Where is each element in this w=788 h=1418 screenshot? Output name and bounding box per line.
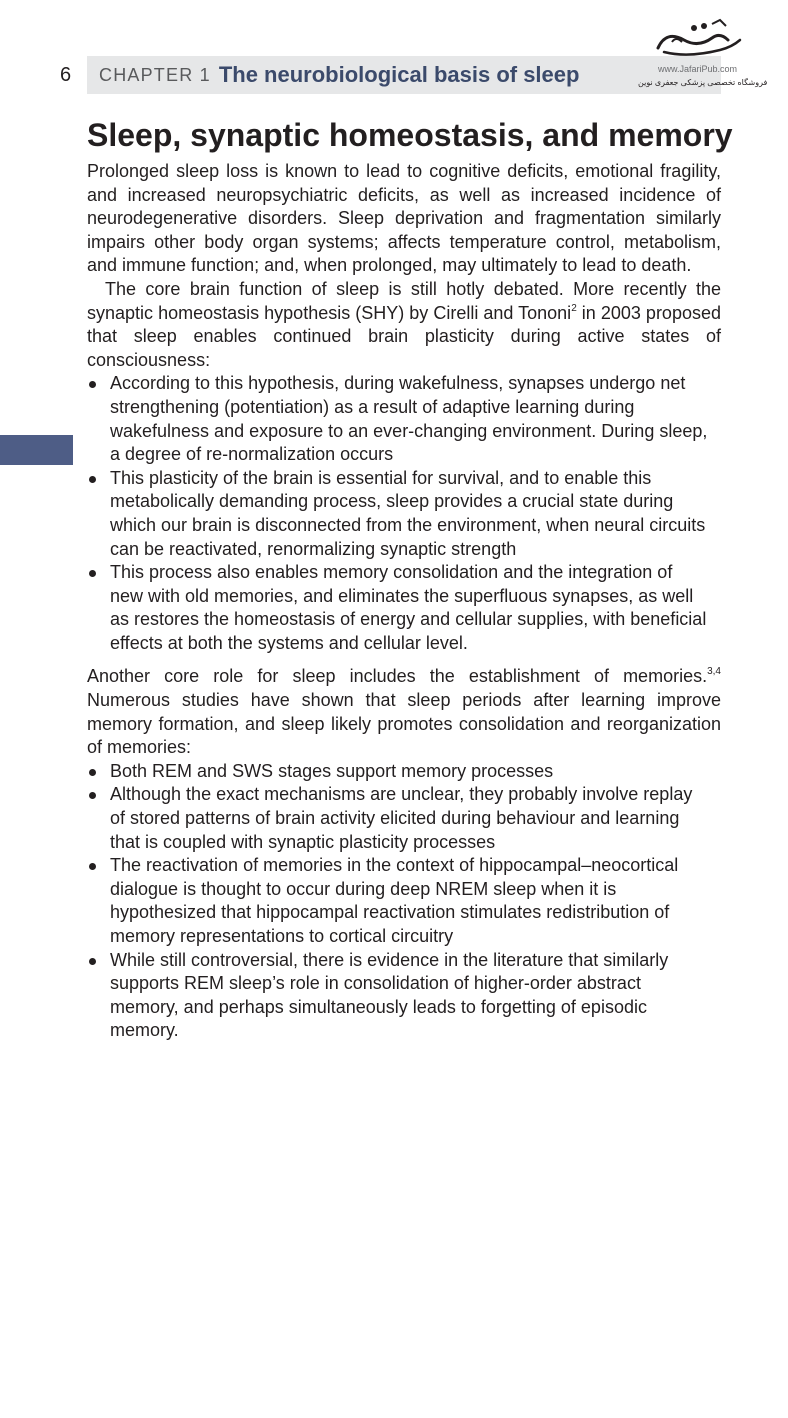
paragraph-memory-text: Another core role for sleep includes the establishment of memories.	[87, 666, 708, 687]
running-header	[87, 56, 721, 94]
chapter-title: The neurobiological basis of sleep	[218, 62, 580, 87]
list-item: According to this hypothesis, during wakefulness, synapses undergo net strengthening (potentiation) as a result of adaptive learning during wakefulness and exposure to an ever-changing environment. During sleep, a degree of re-normalization occurs	[87, 372, 721, 466]
citation-ref: 3,4	[707, 666, 721, 678]
list-item: While still controversial, there is evidence in the literature that similarly supports REM sleep’s role in consolidation of higher-order abstract memory, and perhaps simultaneously leads to forgetting of episodic memory.	[87, 949, 721, 1043]
list-item: This process also enables memory consolidation and the integration of new with old memories, and eliminates the superfluous synapses, as well as restores the homeostasis of energy and cellular supplies, with beneficial effects at both the systems and cellular level.	[87, 561, 721, 655]
paragraph-sleep-loss: Prolonged sleep loss is known to lead to cognitive deficits, emotional fragility, and increased neuropsychiatric deficits, as well as increased incidence of neurodegenerative disorders. Sleep deprivation and fragmentation similarly impairs other body organ systems; affects temperature control, metabolism, and immune function; and, when prolonged, may ultimately to lead to death.	[87, 161, 721, 276]
watermark-url: www.JafariPub.com	[658, 64, 738, 74]
paragraph-memory	[87, 665, 721, 759]
paragraph-memory-text-cont: Numerous studies have shown that sleep periods after learning improve memory formation, and sleep likely promotes consolidation and reorganization of memories:	[87, 690, 721, 758]
publisher-logo-icon	[628, 18, 768, 66]
publisher-watermark	[628, 18, 768, 96]
citation-ref: 2	[571, 302, 577, 314]
list-item: The reactivation of memories in the context of hippocampal–neocortical dialogue is thought to occur during deep NREM sleep when it is hypothesized that hippocampal reactivation stimulates redistribution of memory representations to cortical circuitry	[87, 854, 721, 948]
paragraph-shy	[87, 278, 721, 372]
body-text	[87, 160, 721, 1043]
list-item: Both REM and SWS stages support memory processes	[87, 760, 721, 784]
list-item: This plasticity of the brain is essential for survival, and to enable this metabolically demanding process, sleep provides a crucial state during which our brain is disconnected from the environment, when neural circuits can be reactivated, renormalizing synaptic strength	[87, 467, 721, 561]
chapter-label: CHAPTER 1	[99, 64, 211, 85]
memory-bullet-list	[87, 760, 721, 1043]
page-number: 6	[60, 64, 72, 86]
shy-bullet-list	[87, 372, 721, 655]
list-item: Although the exact mechanisms are unclear, they probably involve replay of stored patterns of brain activity elicited during behaviour and learning that is coupled with synaptic plasticity processes	[87, 783, 721, 854]
paragraph-shy-text: The core brain function of sleep is still hotly debated. More recently the synaptic homeostasis hypothesis (SHY) by Cirelli and Tononi	[87, 278, 721, 323]
section-title: Sleep, synaptic homeostasis, and memory	[87, 117, 733, 153]
paragraph-shy-text-cont: in 2003 proposed that sleep enables continued brain plasticity during active states of consciousness:	[87, 302, 721, 370]
watermark-tagline: فروشگاه تخصصی پزشکی جعفری نوین	[638, 78, 768, 87]
chapter-thumb-tab	[0, 435, 73, 465]
